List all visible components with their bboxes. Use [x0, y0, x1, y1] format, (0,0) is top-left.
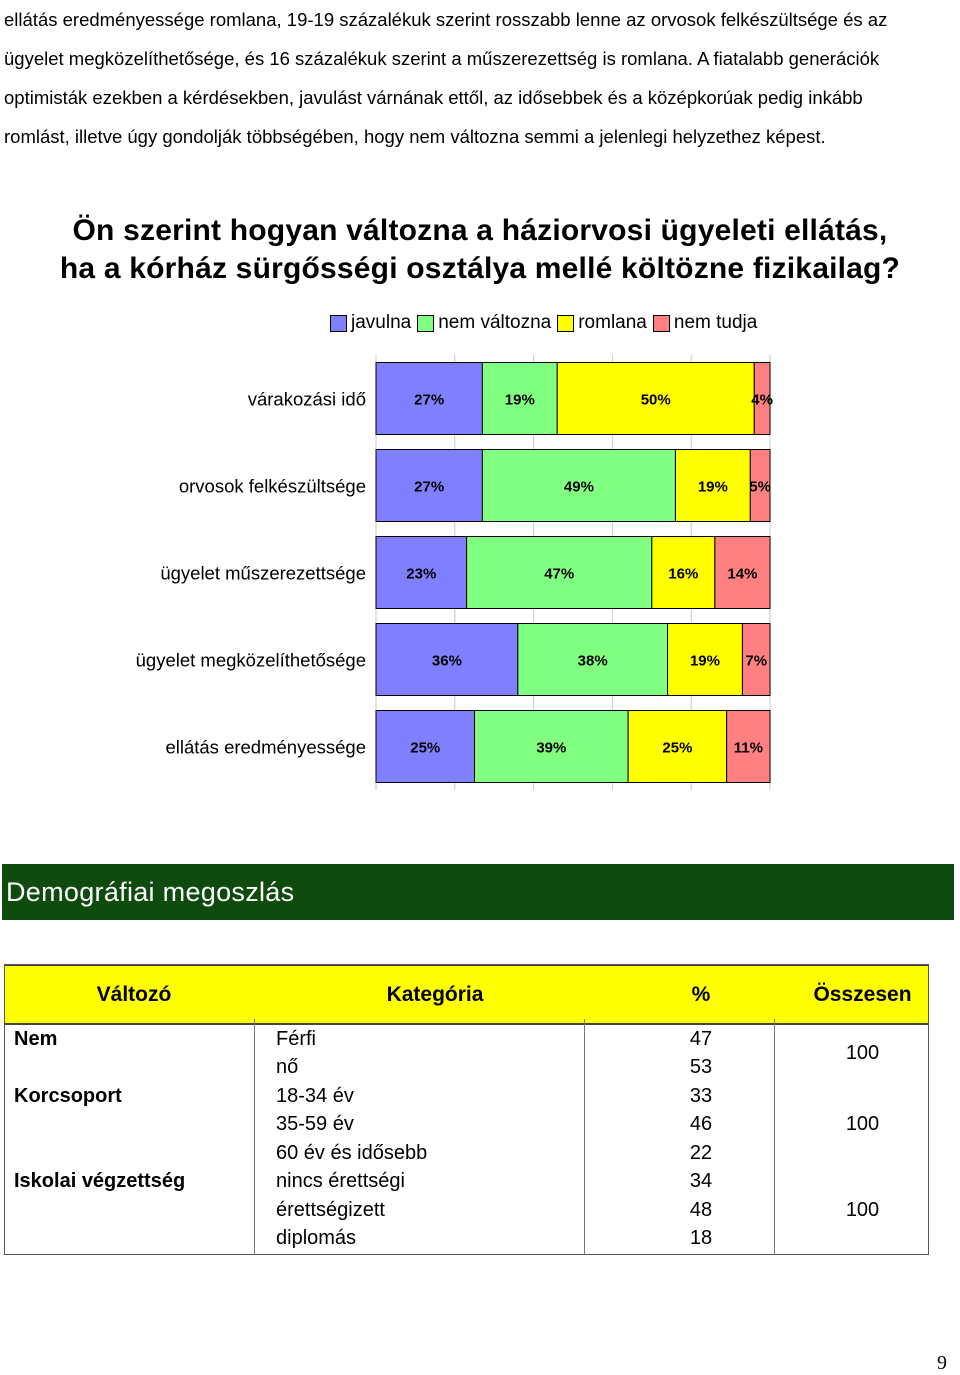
data-label: 5% [749, 478, 771, 496]
header-total: Összesen [796, 965, 929, 1024]
header-pct: % [606, 965, 796, 1024]
cell-pct: 47 [689, 1027, 713, 1050]
cell-pct: 18 [689, 1227, 713, 1250]
data-label: 27% [414, 391, 445, 409]
data-label: 11% [733, 739, 763, 757]
cell-total: 100 [845, 1113, 880, 1136]
cell-cat: 18-34 év [276, 1084, 354, 1107]
table-row [4, 1225, 929, 1254]
data-label: 38% [577, 652, 608, 670]
data-label: 25% [662, 739, 693, 757]
legend-label: javulna [351, 312, 412, 333]
data-label: 14% [727, 565, 758, 583]
data-label: 39% [536, 739, 567, 757]
cell-var [4, 1196, 264, 1225]
cell-pct: 53 [689, 1056, 713, 1079]
cell-var: Korcsoport [14, 1084, 122, 1107]
cell-cat: érettségizett [276, 1198, 385, 1221]
cell-cat: nő [276, 1056, 299, 1079]
legend-label: nem tudja [673, 312, 758, 333]
cell-pct: 48 [689, 1198, 713, 1221]
cell-total: 100 [845, 1198, 880, 1221]
cell-cat: diplomás [276, 1227, 357, 1250]
cell-cat: Férfi [276, 1027, 316, 1050]
table-row [4, 1139, 929, 1168]
cell-var: Nem [14, 1027, 58, 1050]
legend-label: nem változna [438, 312, 552, 333]
data-label: 19% [697, 478, 728, 496]
cell-cat: 35-59 év [276, 1113, 354, 1136]
table-divider [584, 1019, 585, 1255]
cell-var [4, 1225, 264, 1254]
cell-cat: nincs érettségi [276, 1170, 405, 1193]
data-label: 49% [563, 478, 594, 496]
chart-title-line1: Ön szerint hogyan változna a háziorvosi ügyeleti ellátás, [72, 214, 888, 247]
data-label: 16% [668, 565, 699, 583]
cell-cat: 60 év és idősebb [276, 1141, 428, 1164]
data-label: 19% [504, 391, 535, 409]
page-number: 9 [937, 1352, 947, 1374]
intro-line: ellátás eredményessége romlana, 19-19 százalékuk szerint rosszabb lenne az orvosok felkészültsége és az [4, 9, 888, 30]
data-label: 47% [544, 565, 575, 583]
cell-total: 100 [845, 1042, 880, 1064]
table-row [4, 1196, 929, 1225]
category-label: ügyelet megközelíthetősége [135, 649, 366, 671]
table-row [4, 1082, 929, 1111]
cell-pct: 22 [689, 1141, 713, 1164]
data-label: 7% [745, 652, 768, 670]
table-divider [254, 1019, 255, 1255]
data-label: 36% [431, 652, 462, 670]
demographics-table [4, 964, 929, 1253]
intro-line: romlást, illetve úgy gondolják többségében, hogy nem változna semmi a jelenlegi helyzethez képest. [4, 126, 826, 147]
data-label: 19% [689, 652, 721, 670]
data-label: 4% [751, 391, 773, 409]
table-header-row [4, 965, 929, 1024]
data-label: 23% [406, 565, 437, 583]
table-row [4, 1111, 929, 1140]
table-row [4, 1168, 929, 1197]
chart-title-line2: ha a kórház sürgősségi osztálya mellé költözne fizikailag? [59, 252, 901, 285]
demographics-heading: Demográfiai megoszlás [2, 864, 954, 920]
category-label: ügyelet műszerezettsége [160, 562, 366, 584]
cell-pct: 46 [689, 1113, 713, 1136]
cell-pct: 34 [689, 1170, 713, 1193]
legend-label: romlana [578, 312, 647, 333]
table-row [4, 1054, 929, 1083]
table-row [4, 1024, 929, 1054]
header-var: Változó [4, 965, 264, 1024]
data-label: 27% [414, 478, 445, 496]
cell-var [4, 1139, 264, 1168]
category-label: ellátás eredményessége [165, 736, 366, 758]
cell-var: Iskolai végzettség [14, 1170, 186, 1193]
data-label: 50% [640, 391, 671, 409]
table-divider [774, 1019, 775, 1255]
intro-line: optimisták ezekben a kérdésekben, javulást várnának ettől, az idősebbek és a középkorúak pedig inkább [4, 87, 863, 108]
cell-var [4, 1054, 264, 1083]
data-label: 25% [410, 739, 441, 757]
category-label: várakozási idő [247, 388, 366, 410]
intro-line: ügyelet megközelíthetősége, és 16 százalékuk szerint a műszerezettség is romlana. A fiatalabb generációk [4, 48, 880, 69]
category-label: orvosok felkészültsége [178, 475, 366, 497]
cell-pct: 33 [689, 1084, 713, 1107]
header-cat: Kategória [264, 965, 606, 1024]
cell-var [4, 1111, 264, 1140]
